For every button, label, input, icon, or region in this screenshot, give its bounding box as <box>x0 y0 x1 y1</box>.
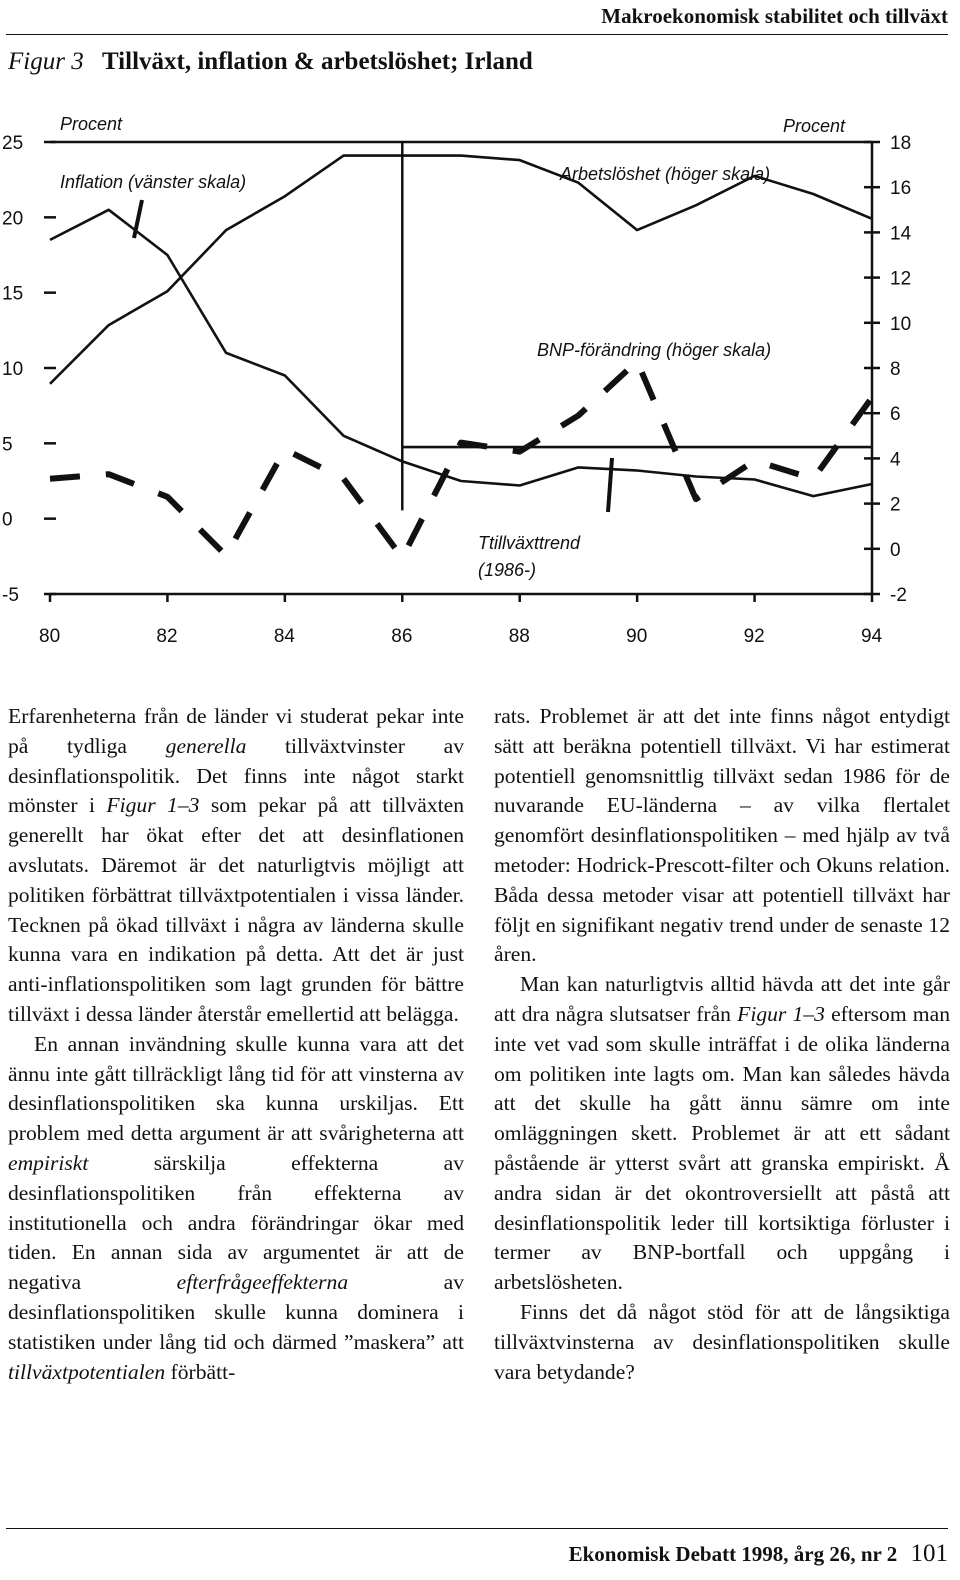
journal-citation: Ekonomisk Debatt 1998, årg 26, nr 2 <box>568 1542 898 1566</box>
running-header: Makroekonomisk stabilitet och tillväxt <box>601 4 948 28</box>
label-inflation: Inflation (vänster skala) <box>60 172 247 192</box>
x-axis-tick-label: 82 <box>156 626 178 647</box>
x-axis-tick-label: 94 <box>861 626 883 647</box>
left-axis-tick-label: 15 <box>2 283 24 305</box>
x-axis-tick-label: 86 <box>391 626 413 647</box>
footer-rule <box>6 1528 948 1529</box>
right-axis-tick-label: 10 <box>890 313 912 335</box>
right-axis-tick-label: 4 <box>890 449 901 471</box>
body-column-left <box>8 702 464 1387</box>
figure-title: Tillväxt, inflation & arbetslöshet; Irland <box>101 48 533 75</box>
body-paragraph: En annan invändning skulle kunna vara att det ännu inte gått tillräckligt lång tid för att vinsterna av desinflationspolitiken ska kunna urskiljas. Ett problem med detta argument är att svårigheterna att empiriskt särskilja effekterna av desinflationspolitiken från effekterna av institutionella och andra förändringar ökar med tiden. En annan sida av argumentet är att de negativa efterfrågeeffekterna av desinflationspolitiken skulle kunna dominera i statistiken under lång tid och därmed ”maskera” att tillväxtpotentialen förbätt- <box>8 1031 465 1384</box>
right-axis-tick-label: 6 <box>890 404 901 426</box>
page-footer <box>569 1540 948 1568</box>
right-axis-tick-label: -2 <box>890 585 907 606</box>
body-column-right <box>494 702 950 1387</box>
body-paragraph: Erfarenheterna från de länder vi studerat pekar inte på tydliga generella tillväxtvinster av desinflationspolitik. Det finns inte något starkt mönster i Figur 1–3 som pekar på att tillväxten generellt har ökat efter det att desinflationen avslutats. Däremot är det naturligtvis möjligt att politiken förbättrat tillväxtpotentialen i vissa länder. Tecknen på ökad tillväxt i några av länderna skulle kunna vara en indikation på detta. Att det är just anti-inflationspolitiken som lagt grunden för bättre tillväxt i dessa länder återstår emellertid att belägga. <box>8 704 464 1026</box>
x-axis-tick-label: 80 <box>39 626 61 647</box>
body-paragraph: rats. Problemet är att det inte finns något entydigt sätt att beräkna potentiell tillväxt. Vi har estimerat potentiell genomsnittlig tillväxt sedan 1986 för de nuvarande EU-länderna – av vilka flertalet genomfört desinflationspolitiken – med hjälp av två metoder: Hodrick-Prescott-filter och Okuns relation. Båda dessa metoder visar att potentiell tillväxt har följt en signifikant negativ trend under de senaste 12 åren. <box>494 704 950 967</box>
x-axis-tick-label: 92 <box>743 626 765 647</box>
right-axis-tick-label: 16 <box>890 178 912 200</box>
left-axis-tick-label: 0 <box>2 509 13 531</box>
label-bnp: BNP-förändring (höger skala) <box>537 340 772 360</box>
label-trend-period: (1986-) <box>478 560 537 580</box>
x-axis-tick-label: 84 <box>273 626 295 647</box>
figure-chart <box>0 100 960 660</box>
trend-label-pointer <box>608 458 612 512</box>
page-number: 101 <box>910 1540 948 1567</box>
right-axis-tick-label: 14 <box>890 223 912 245</box>
x-axis-tick-label: 90 <box>626 626 648 647</box>
left-axis-tick-label: 5 <box>2 434 13 456</box>
label-trend: Ttillväxttrend <box>478 533 581 553</box>
right-axis-tick-label: 2 <box>890 494 901 516</box>
header-rule <box>6 34 948 35</box>
right-axis-tick-label: 18 <box>890 133 912 154</box>
body-paragraph: Finns det då något stöd för att de långsiktiga tillväxtvinsterna av desinflationspolitiken skulle vara betydande? <box>494 1299 950 1384</box>
body-paragraph: Man kan naturligtvis alltid hävda att det inte går att dra några slutsatser från Figur 1–3 eftersom man inte vet vad som skulle inträffat i de olika länderna om politiken inte lagts om. Man kan således hävda att det skulle ha gått ännu sämre om inte omläggningen skett. Problemet är att ett sådant påstående är ytterst svårt att granska empiriskt. Å andra sidan är det okontroversiellt att påstå att desinflationspolitik leder till kortsiktiga förluster i termer av BNP-bortfall och uppgång i arbetslösheten. <box>494 972 950 1295</box>
left-axis-tick-label: 10 <box>2 359 24 380</box>
label-arbetsloshet: Arbetslöshet (höger skala) <box>560 164 771 184</box>
right-axis-tick-label: 8 <box>890 359 901 380</box>
figure-caption <box>8 48 533 76</box>
left-axis-tick-label: 20 <box>2 208 24 230</box>
figure-number: Figur 3 <box>8 48 84 75</box>
x-axis-tick-label: 88 <box>508 626 530 647</box>
gdp-change-line <box>50 361 872 558</box>
right-axis-tick-label: 12 <box>890 268 912 290</box>
left-axis-title: Procent <box>60 114 123 134</box>
right-axis-title: Procent <box>783 116 846 136</box>
left-axis-tick-label: 25 <box>2 133 24 154</box>
left-axis-tick-label: -5 <box>2 585 19 606</box>
right-axis-tick-label: 0 <box>890 539 901 561</box>
